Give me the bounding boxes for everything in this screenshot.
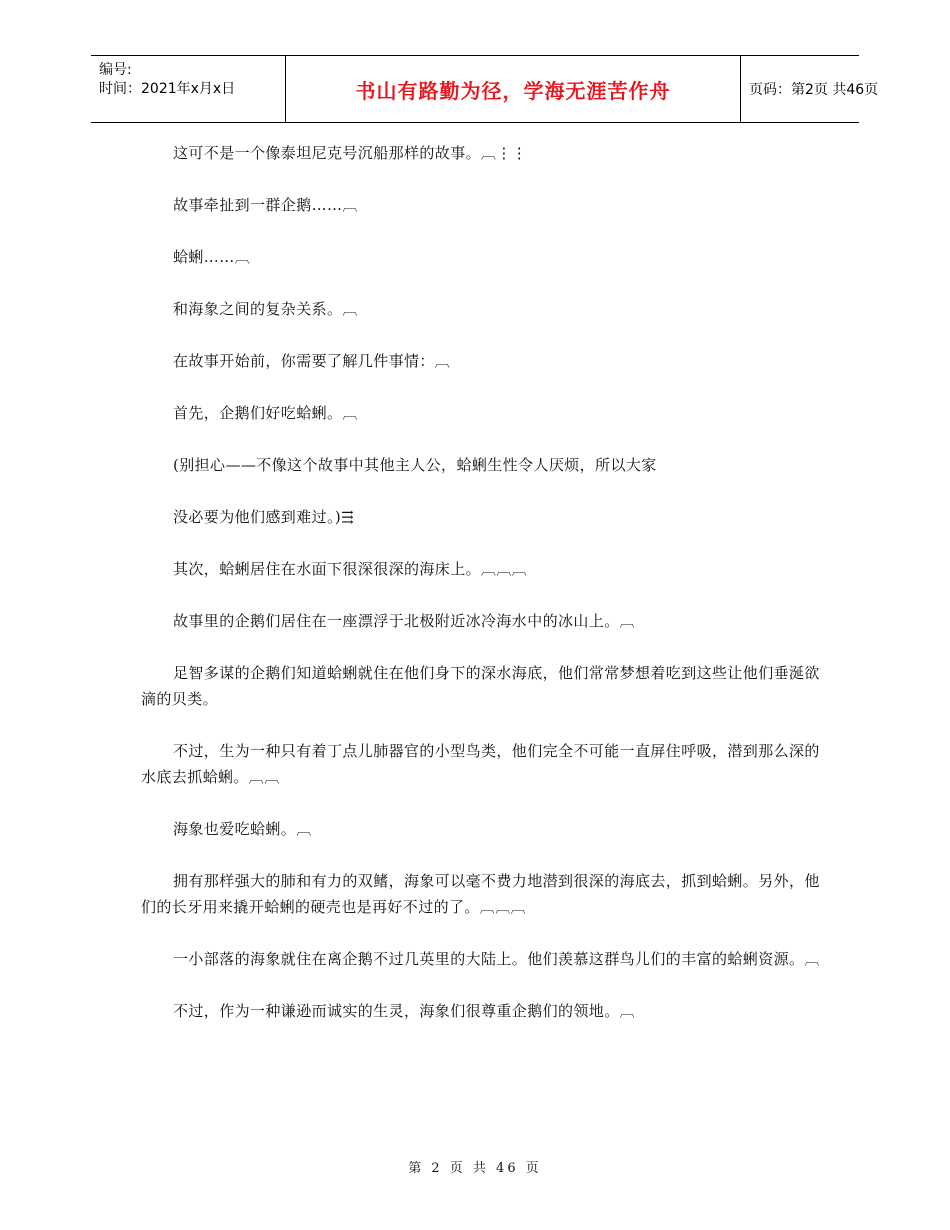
paragraph: 不过，生为一种只有着丁点儿肺器官的小型鸟类，他们完全不可能一直屏住呼吸，潜到那么深的水底去抓蛤蜊。︹︹ bbox=[141, 742, 820, 786]
document-body bbox=[141, 140, 821, 1050]
paragraph: 这可不是一个像泰坦尼克号沉船那样的故事。︹⋮⋮ bbox=[173, 144, 528, 162]
document-date-label: 时间：2021年x月x日 bbox=[99, 81, 236, 97]
header-page-cell bbox=[741, 56, 879, 122]
page-footer: 第 2 页 共 46 页 bbox=[408, 1161, 542, 1176]
paragraph: (别担心——不像这个故事中其他主人公，蛤蜊生性令人厌烦，所以大家 bbox=[173, 456, 657, 474]
header-motto-cell bbox=[285, 56, 741, 122]
paragraph: 蛤蜊……︹ bbox=[173, 248, 251, 266]
paragraph: 没必要为他们感到难过。)⇶ bbox=[173, 508, 355, 526]
paragraph: 一小部落的海象就住在离企鹅不过几英里的大陆上。他们羡慕这群鸟儿们的丰富的蛤蜊资源。︹ bbox=[173, 950, 820, 968]
paragraph: 其次，蛤蜊居住在水面下很深很深的海床上。︹︹︹ bbox=[173, 560, 528, 578]
document-header bbox=[91, 55, 879, 123]
paragraph: 故事牵扯到一群企鹅……︹ bbox=[173, 196, 358, 214]
paragraph: 不过，作为一种谦逊而诚实的生灵，海象们很尊重企鹅们的领地。︹ bbox=[173, 1002, 636, 1020]
paragraph: 在故事开始前，你需要了解几件事情：︹ bbox=[173, 352, 451, 370]
header-page-info: 页码：第2页 共46页 bbox=[749, 82, 879, 98]
document-code-label: 编号: bbox=[99, 62, 132, 78]
paragraph: 和海象之间的复杂关系。︹ bbox=[173, 300, 358, 318]
paragraph: 首先，企鹅们好吃蛤蜊。︹ bbox=[173, 404, 358, 422]
header-motto: 书山有路勤为径，学海无涯苦作舟 bbox=[355, 78, 671, 103]
paragraph: 拥有那样强大的肺和有力的双鳍，海象可以毫不费力地潜到很深的海底去，抓到蛤蜊。另外，他们的长牙用来撬开蛤蜊的硬壳也是再好不过的了。︹︹︹ bbox=[141, 872, 820, 916]
paragraph: 故事里的企鹅们居住在一座漂浮于北极附近冰冷海水中的冰山上。︹ bbox=[173, 612, 636, 630]
paragraph: 海象也爱吃蛤蜊。︹ bbox=[173, 820, 312, 838]
paragraph: 足智多谋的企鹅们知道蛤蜊就住在他们身下的深水海底，他们常常梦想着吃到这些让他们垂涎欲滴的贝类。 bbox=[141, 664, 820, 708]
header-meta-cell bbox=[91, 56, 285, 122]
